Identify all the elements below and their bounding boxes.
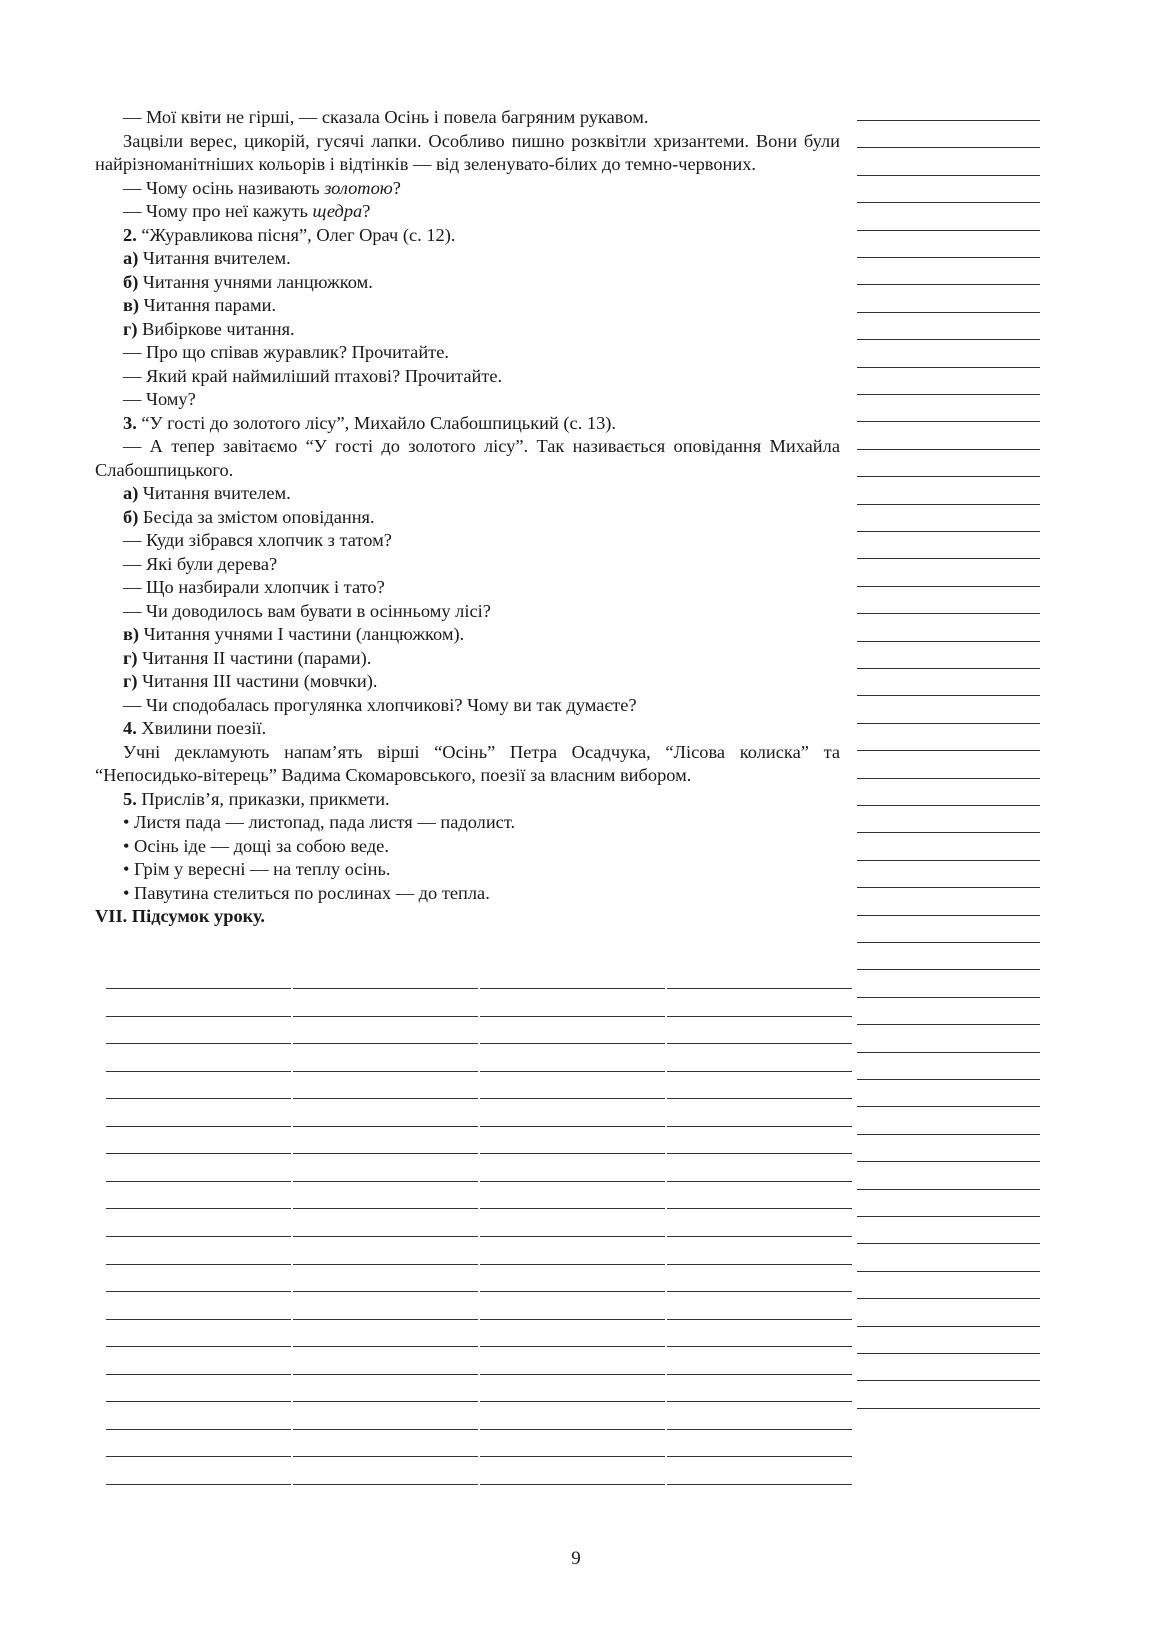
margin-rule (857, 750, 1040, 751)
rule-segment-gap (291, 1070, 293, 1074)
page-number: 9 (571, 1548, 581, 1569)
rule-segment-gap (665, 1097, 667, 1101)
item-marker: г) (123, 647, 138, 668)
item-marker: б) (123, 506, 139, 527)
rule-segment-gap (291, 1235, 293, 1239)
text-run: Читання вчителем. (138, 248, 291, 268)
margin-rule (857, 1216, 1040, 1217)
rule-segment-gap (478, 1373, 480, 1377)
rule-segment-gap (665, 1180, 667, 1184)
rule-segment-gap (478, 1483, 480, 1487)
rule-segment-gap (665, 987, 667, 991)
item-marker: 3. (123, 412, 137, 433)
margin-rule (857, 942, 1040, 943)
rule-segment-gap (478, 1235, 480, 1239)
rule-segment-gap (665, 1428, 667, 1432)
text-run: — Чому осінь називають (123, 177, 325, 198)
margin-rule (857, 312, 1040, 313)
margin-rule (857, 695, 1040, 696)
item-marker: а) (123, 248, 139, 268)
rule-segment-gap (291, 1345, 293, 1349)
text-run: • Грім у вересні — на теплу осінь. (123, 859, 391, 879)
text-run: “Журавликова пісня”, Олег Орач (с. 12). (136, 224, 456, 245)
rule-segment-gap (665, 1318, 667, 1322)
rule-segment-gap (665, 1070, 667, 1074)
text-run: ? (362, 201, 371, 221)
margin-rule (857, 860, 1040, 861)
margin-rule (857, 339, 1040, 340)
rule-segment-gap (478, 1180, 480, 1184)
item-marker: б) (123, 271, 139, 292)
margin-rule (857, 1161, 1040, 1162)
item-marker: г) (123, 671, 138, 691)
rule-segment-gap (665, 1042, 667, 1046)
margin-rule (857, 723, 1040, 724)
rule-segment-gap (291, 1400, 293, 1404)
text-run: Хвилини поезії. (136, 718, 267, 738)
rule-segment-gap (291, 1125, 293, 1129)
margin-rule (857, 778, 1040, 779)
rule-segment-gap (478, 1097, 480, 1101)
rule-segment-gap (665, 1015, 667, 1019)
rule-segment-gap (291, 987, 293, 991)
margin-rule (857, 257, 1040, 258)
item-marker: а) (123, 483, 139, 503)
text-run: — Чому про неї кажуть (123, 201, 313, 221)
margin-rule (857, 531, 1040, 532)
rule-segment-gap (478, 1290, 480, 1294)
margin-rule (857, 1353, 1040, 1354)
text-run: — Чому? (123, 389, 196, 409)
rule-segment-gap (665, 1345, 667, 1349)
text-run: — Що назбирали хлопчик і тато? (123, 577, 385, 597)
rule-segment-gap (665, 1152, 667, 1156)
text-run: Зацвіли верес, цикорій, гусячі лапки. Особливо пишно розквітли хризантеми. Вони були найрізноманітніших кольорів і відтінків — від зеленувато-білих до темно-червоних. (95, 130, 840, 174)
text-run: — А тепер завітаємо “У гості до золотого лісу”. Так називається оповідання Михайла Слабошпицького. (95, 436, 840, 480)
margin-rule (857, 1380, 1040, 1381)
margin-rule (857, 641, 1040, 642)
margin-rule (857, 1052, 1040, 1053)
text-run: Бесіда за змістом оповідання. (138, 506, 375, 527)
margin-rule (857, 1298, 1040, 1299)
emphasis-text: золотою (324, 177, 393, 198)
margin-rule (857, 421, 1040, 422)
section-heading: VII. Підсумок уроку. (95, 906, 265, 926)
margin-rule (857, 394, 1040, 395)
margin-rule (857, 504, 1040, 505)
rule-segment-gap (291, 1428, 293, 1432)
text-run: “У гості до золотого лісу”, Михайло Слабошпицький (с. 13). (136, 412, 617, 433)
text-run: Читання учнями І частини (ланцюжком). (139, 624, 465, 644)
text-run: — Куди зібрався хлопчик з татом? (123, 530, 392, 550)
rule-segment-gap (291, 1015, 293, 1019)
margin-rule (857, 1106, 1040, 1107)
margin-rule (857, 202, 1040, 203)
item-marker: в) (123, 624, 140, 644)
text-run: Читання парами. (139, 295, 277, 315)
rule-segment-gap (291, 1455, 293, 1459)
item-marker: 4. (123, 718, 137, 738)
margin-rule (857, 832, 1040, 833)
rule-segment-gap (291, 1318, 293, 1322)
margin-rule (857, 1408, 1040, 1409)
margin-rule (857, 668, 1040, 669)
rule-segment-gap (291, 1373, 293, 1377)
rule-segment-gap (291, 1097, 293, 1101)
margin-rule (857, 1326, 1040, 1327)
text-run: — Які були дерева? (123, 553, 278, 574)
rule-segment-gap (478, 1318, 480, 1322)
rule-segment-gap (478, 1042, 480, 1046)
rule-segment-gap (478, 1070, 480, 1074)
rule-segment-gap (478, 1263, 480, 1267)
text-run: — Чи доводилось вам бувати в осінньому лісі? (123, 600, 491, 621)
rule-segment-gap (665, 1290, 667, 1294)
rule-segment-gap (665, 1373, 667, 1377)
margin-rule (857, 586, 1040, 587)
margin-rule (857, 1024, 1040, 1025)
rule-segment-gap (665, 1207, 667, 1211)
rule-segment-gap (665, 1263, 667, 1267)
margin-rule (857, 1134, 1040, 1135)
margin-rule (857, 147, 1040, 148)
rule-segment-gap (291, 1207, 293, 1211)
text-run: — Чи сподобалась прогулянка хлопчикові? Чому ви так думаєте? (123, 694, 637, 715)
text-run: ? (392, 177, 401, 198)
text-run: Читання ІІ частини (парами). (137, 647, 372, 668)
emphasis-text: щедра (312, 201, 363, 221)
notes-lines-area (106, 0, 852, 1646)
text-run: — Про що співав журавлик? Прочитайте. (123, 342, 449, 362)
text-run: Вибіркове читання. (137, 318, 295, 339)
rule-segment-gap (478, 1207, 480, 1211)
text-run: Читання ІІІ частини (мовчки). (137, 671, 378, 691)
margin-rule (857, 367, 1040, 368)
margin-rule (857, 887, 1040, 888)
text-run: Прислів’я, приказки, прикмети. (136, 788, 390, 809)
rule-segment-gap (665, 1125, 667, 1129)
rule-segment-gap (291, 1042, 293, 1046)
text-run: — Мої квіти не гірші, — сказала Осінь і повела багряним рукавом. (123, 107, 649, 127)
margin-rule (857, 449, 1040, 450)
rule-segment-gap (478, 1345, 480, 1349)
item-marker: в) (123, 295, 140, 315)
item-marker: г) (123, 318, 138, 339)
item-marker: 2. (123, 224, 137, 245)
margin-rule (857, 805, 1040, 806)
text-run: • Листя пада — листопад, пада листя — падолист. (123, 812, 516, 832)
margin-rule (857, 915, 1040, 916)
margin-rule (857, 1189, 1040, 1190)
item-marker: 5. (123, 788, 137, 809)
margin-rule (857, 1243, 1040, 1244)
margin-note-lines (857, 0, 1040, 1646)
rule-segment-gap (478, 1015, 480, 1019)
rule-segment-gap (478, 1400, 480, 1404)
text-run: Учні декламують напам’ять вірші “Осінь” Петра Осадчука, “Лісова колиска” та “Непосидько-вітерець” Вадима Скомаровського, поезії за власним вибором. (95, 741, 840, 785)
margin-rule (857, 230, 1040, 231)
rule-segment-gap (291, 1180, 293, 1184)
rule-segment-gap (478, 1428, 480, 1432)
text-run: — Який край наймиліший птахові? Прочитайте. (123, 365, 503, 386)
rule-segment-gap (665, 1483, 667, 1487)
margin-rule (857, 476, 1040, 477)
rule-segment-gap (291, 1483, 293, 1487)
margin-rule (857, 120, 1040, 121)
rule-segment-gap (478, 1455, 480, 1459)
rule-segment-gap (665, 1455, 667, 1459)
text-run: Читання учнями ланцюжком. (138, 271, 373, 292)
rule-segment-gap (478, 987, 480, 991)
margin-rule (857, 613, 1040, 614)
margin-rule (857, 284, 1040, 285)
rule-segment-gap (291, 1290, 293, 1294)
rule-segment-gap (665, 1235, 667, 1239)
rule-segment-gap (291, 1263, 293, 1267)
text-run: • Осінь іде — дощі за собою веде. (123, 835, 389, 856)
rule-segment-gap (665, 1400, 667, 1404)
margin-rule (857, 558, 1040, 559)
margin-rule (857, 997, 1040, 998)
margin-rule (857, 1271, 1040, 1272)
text-run: Читання вчителем. (138, 483, 291, 503)
rule-segment-gap (478, 1152, 480, 1156)
margin-rule (857, 1079, 1040, 1080)
rule-segment-gap (291, 1152, 293, 1156)
margin-rule (857, 969, 1040, 970)
text-run: • Павутина стелиться по рослинах — до тепла. (123, 882, 490, 903)
rule-segment-gap (478, 1125, 480, 1129)
margin-rule (857, 175, 1040, 176)
